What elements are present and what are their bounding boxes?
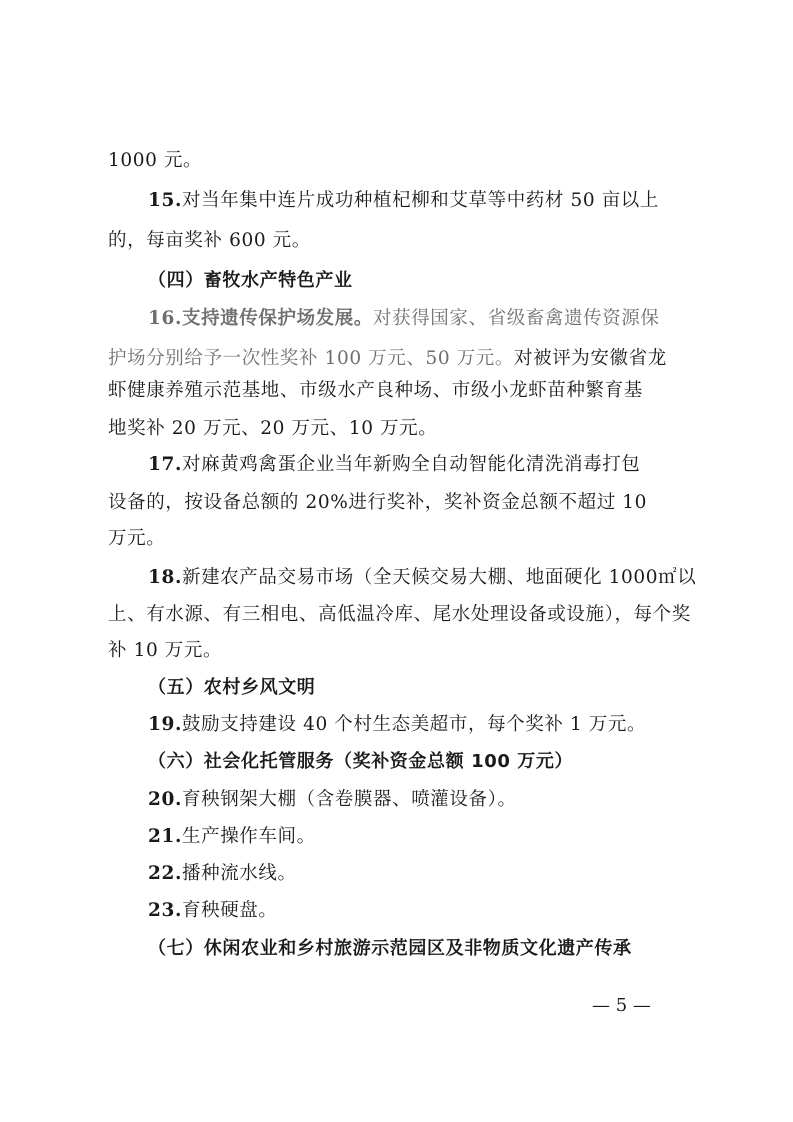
item-number: 22. [148, 863, 182, 884]
text-span: 对被评为安徽省龙 [514, 348, 667, 369]
section-heading-6: （六）社会化托管服务（奖补资金总额 100 万元） [148, 751, 574, 772]
item-text: 对获得国家、省级畜禽遗传资源保 [373, 308, 660, 329]
item-text: 育秧钢架大棚（含卷膜器、喷灌设备）。 [182, 789, 517, 810]
text-span: 地奖补 20 万元、20 万元、10 万元。 [108, 418, 438, 439]
page-number: — 5 — [592, 995, 651, 1016]
text-line [108, 416, 437, 442]
item-21 [148, 824, 316, 850]
item-15 [148, 188, 659, 214]
text-line [108, 526, 165, 552]
item-22 [148, 861, 297, 887]
text-span: 1000 元。 [108, 150, 203, 171]
text-span: 虾健康养殖示范基地、市级水产良种场、市级小龙虾苗种繁育基 [108, 380, 643, 401]
text-line [108, 602, 691, 628]
text-line [108, 346, 667, 372]
section-heading-5: （五）农村乡风文明 [148, 677, 316, 698]
item-20 [148, 787, 517, 813]
item-text: 新建农产品交易市场（全天候交易大棚、地面硬化 1000㎡以 [182, 567, 697, 588]
item-19 [148, 712, 646, 738]
item-text: 对麻黄鸡禽蛋企业当年新购全自动智能化清洗消毒打包 [182, 454, 641, 475]
section-heading-4: （四）畜牧水产特色产业 [148, 270, 353, 291]
text-span: 补 10 万元。 [108, 640, 223, 661]
item-number: 19. [148, 714, 182, 735]
item-number: 15. [148, 190, 182, 211]
text-span: 万元。 [108, 528, 166, 549]
item-text: 播种流水线。 [182, 863, 297, 884]
item-number: 17. [148, 454, 182, 475]
text-line [108, 638, 222, 664]
item-23 [148, 898, 278, 924]
item-number: 20. [148, 789, 182, 810]
item-text: 生产操作车间。 [182, 826, 316, 847]
text-line [108, 378, 643, 404]
item-number: 23. [148, 900, 182, 921]
item-number: 21. [148, 826, 182, 847]
item-number: 18. [148, 567, 182, 588]
text-line [108, 148, 202, 174]
item-18 [148, 565, 696, 591]
section-heading-7: （七）休闲农业和乡村旅游示范园区及非物质文化遗产传承 [148, 938, 632, 959]
item-16 [148, 306, 660, 332]
text-span: 的，每亩奖补 600 元。 [108, 230, 311, 251]
item-text: 对当年集中连片成功种植杞柳和艾草等中药材 50 亩以上 [182, 190, 660, 211]
text-line [108, 228, 311, 254]
item-text: 鼓励支持建设 40 个村生态美超市，每个奖补 1 万元。 [182, 714, 647, 735]
text-span: 护场分别给予一次性奖补 100 万元、50 万元。 [108, 348, 514, 369]
item-title: 16.支持遗传保护场发展。 [148, 308, 373, 329]
item-text: 育秧硬盘。 [182, 900, 278, 921]
text-span: 设备的，按设备总额的 20%进行奖补，奖补资金总额不超过 10 [108, 492, 648, 513]
text-span: 上、有水源、有三相电、高低温冷库、尾水处理设备或设施），每个奖 [108, 604, 691, 625]
text-line [108, 490, 647, 516]
item-17 [148, 452, 640, 478]
